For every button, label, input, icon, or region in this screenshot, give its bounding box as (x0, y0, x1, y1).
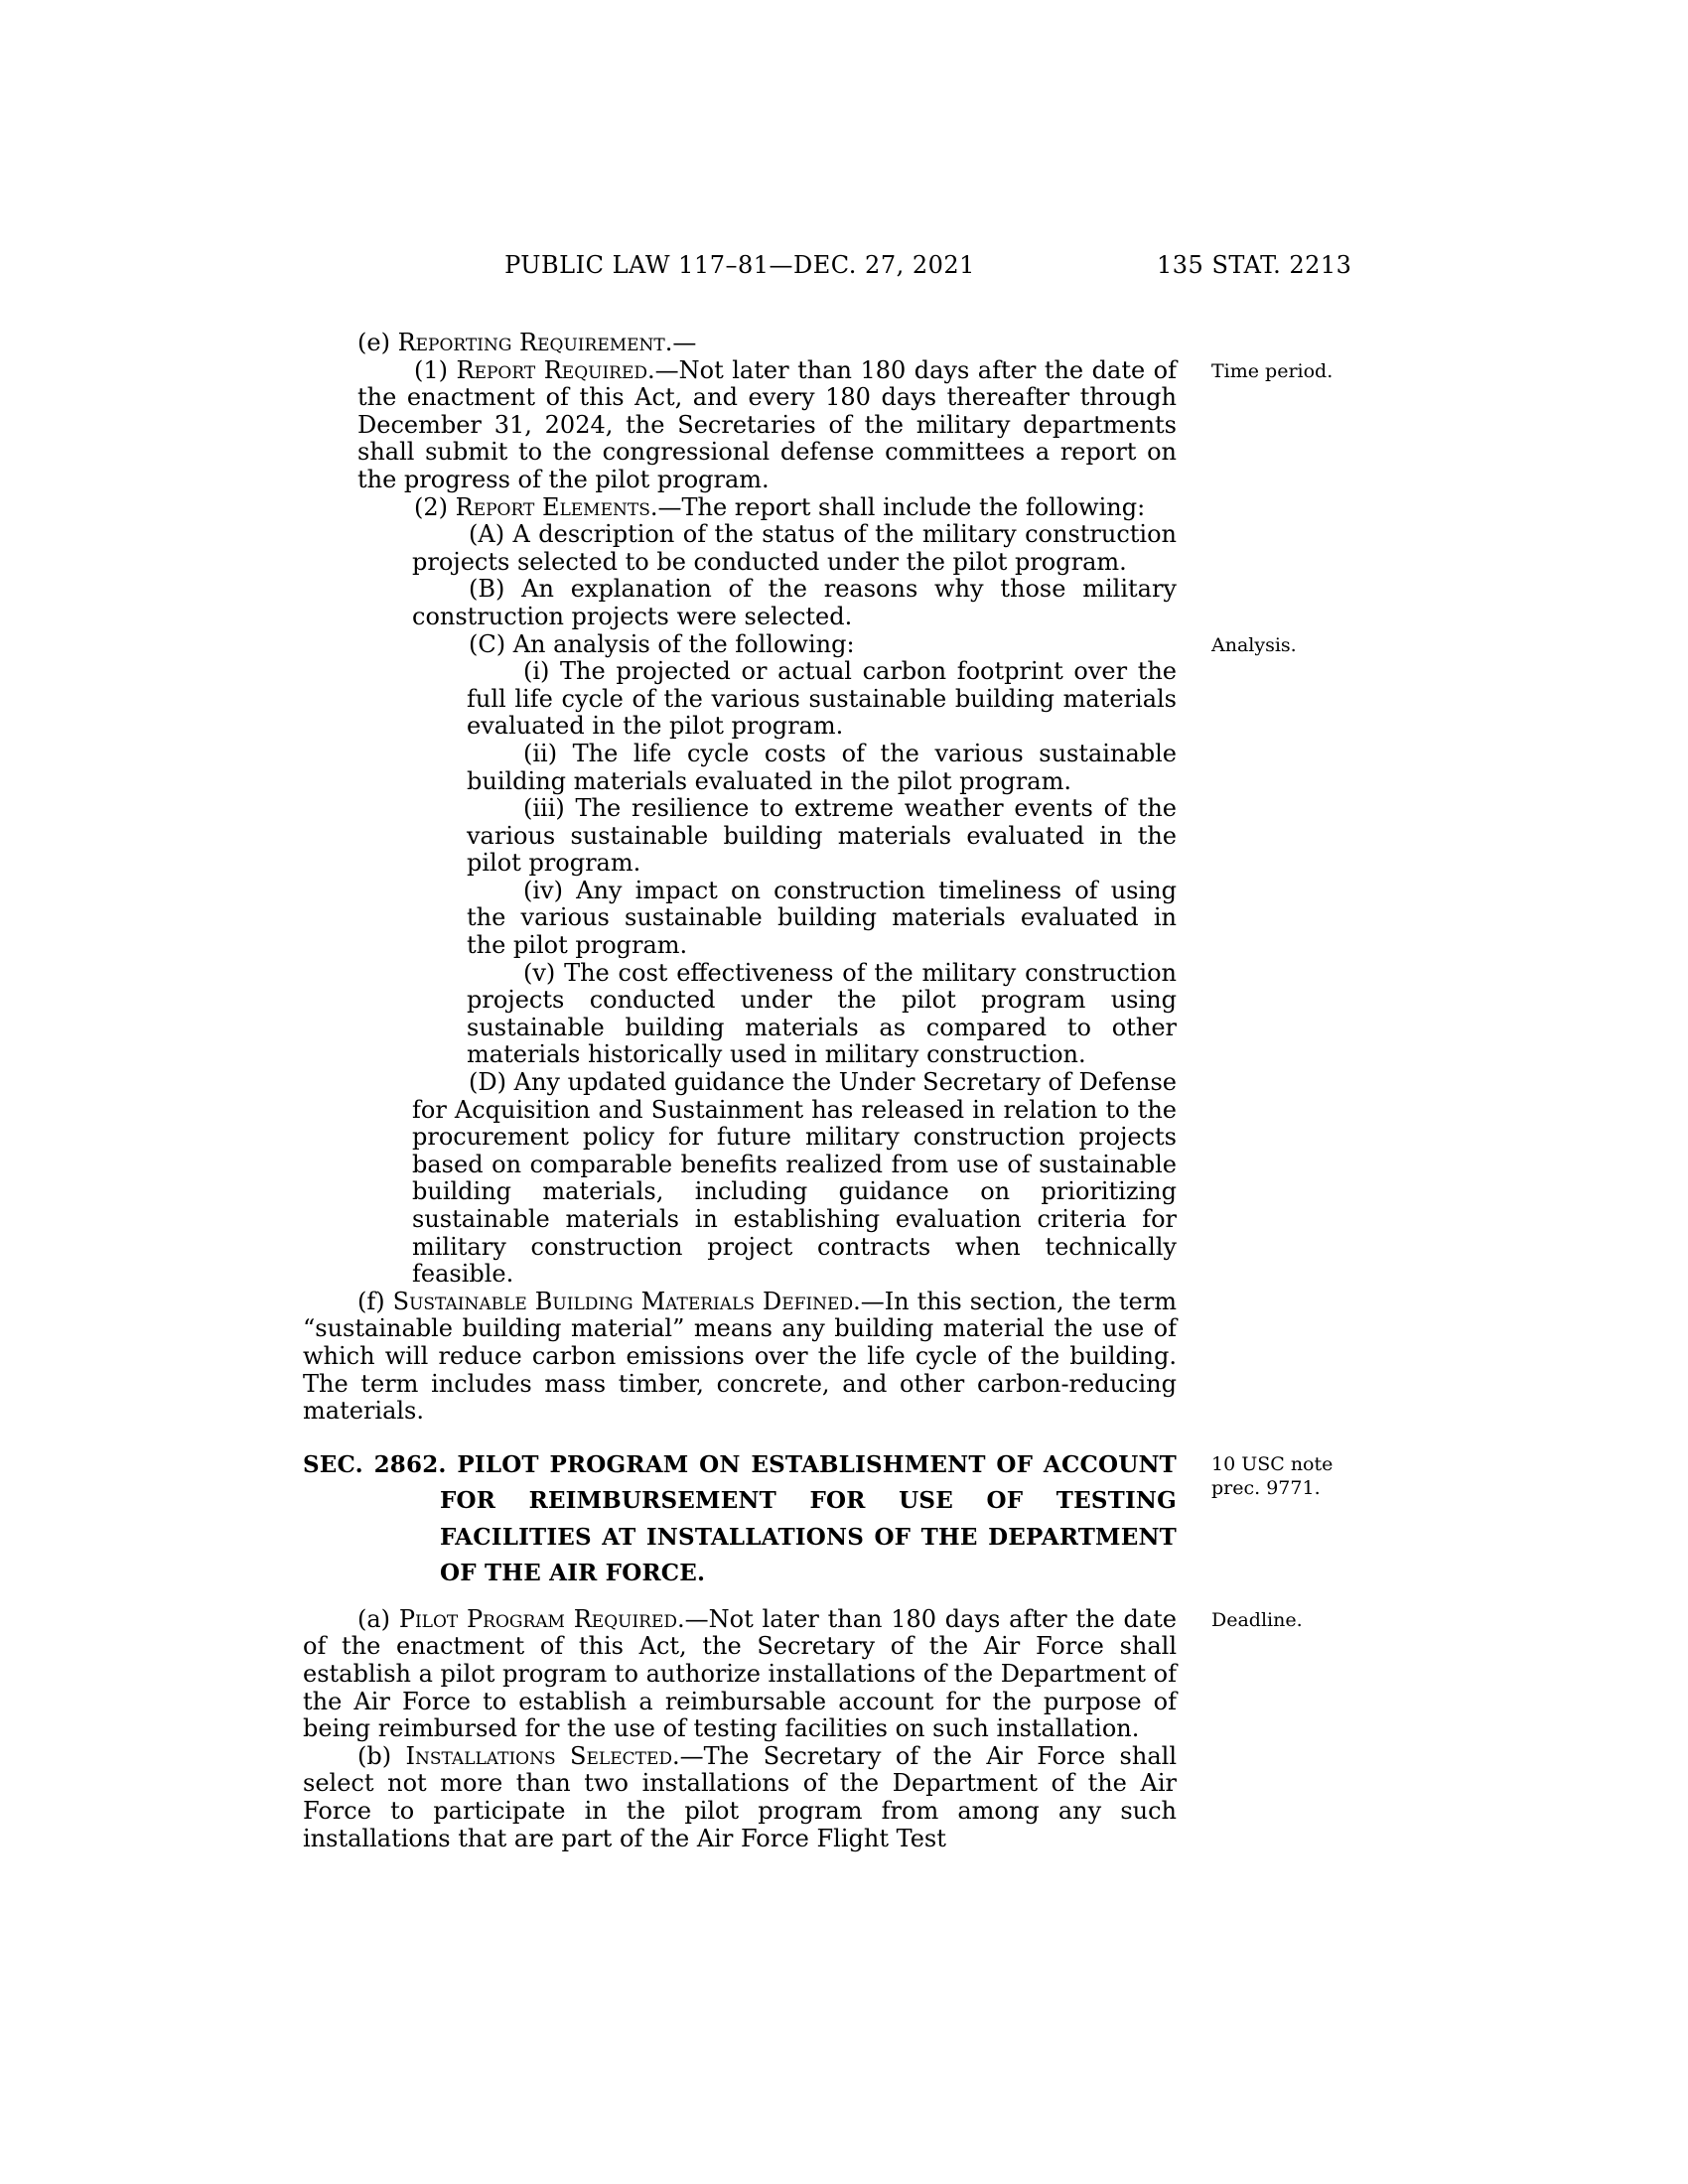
statute-paragraph-f (303, 1289, 1177, 1426)
statute-paragraph-b (303, 1743, 1177, 1852)
text-run: (A) A description of the status of the military construction projects selected to be conducted under the pilot program. (412, 520, 1177, 576)
text-run: (B) An explanation of the reasons why those military construction projects were selected. (412, 575, 1177, 630)
text-run: The Secretary of the Air Force shall select not more than two installations of the Department of the Air Force to participate in the pilot program from among any such installations that are part of the Air Force Flight Test (303, 1741, 1177, 1852)
statute-clause-iii (467, 795, 1177, 878)
law-title: PUBLIC LAW 117–81—DEC. 27, 2021 (504, 251, 975, 279)
text-run: Not later than 180 days after the date of the enactment of this Act, the Secretary of the Air Force shall establish a pilot program to authorize installations of the Department of the Air Force to establish a reimbursable account for the purpose of being reimbursed for the use of testing facilities on such installation. (303, 1604, 1177, 1743)
text-run: Not later than 180 days after the date of the enactment of this Act, and every 180 days thereafter through December 31, 2024, the Secretaries of the military departments shall submit to the congressional defense committees a report on the progress of the pilot program. (357, 355, 1178, 493)
text-run: (ii) The life cycle costs of the various sustainable building materials evaluated in the pilot program. (467, 739, 1177, 795)
text-run: (1) (414, 355, 457, 384)
statute-body (303, 329, 1334, 1852)
statute-clause-iv (467, 878, 1177, 960)
text-run: (iv) Any impact on construction timeliness of using the various sustainable building materials evaluated in the pilot program. (467, 876, 1177, 960)
statute-paragraph-e2D (412, 1069, 1177, 1289)
statute-paragraph-a (303, 1604, 1303, 1743)
text-run: Report Required.— (456, 355, 679, 384)
statute-paragraph-e (303, 330, 1177, 357)
statute-clause-i (467, 658, 1177, 741)
text-run: SEC. 2862. PILOT PROGRAM ON ESTABLISHMENT OF ACCOUNT FOR REIMBURSEMENT FOR USE OF TESTING FACILITIES AT INSTALLATIONS OF THE DEPARTMENT OF THE AIR FORCE. (303, 1450, 1177, 1587)
text-run: (v) The cost effectiveness of the military construction projects conducted under the pilot program using sustainable building materials as compared to other materials historically used in military construction. (467, 958, 1177, 1069)
text-run: (2) (414, 492, 456, 521)
page-header (303, 250, 1352, 282)
text-run: Report Elements.— (455, 492, 682, 521)
statute-paragraph-e2A (412, 521, 1177, 576)
text-run: Pilot Program Required.— (398, 1604, 709, 1633)
text-run: (b) (357, 1741, 406, 1770)
margin-note-analysis: Analysis. (1211, 633, 1297, 656)
statute-clause-ii (467, 741, 1177, 795)
statute-paragraph-e2B (412, 576, 1177, 630)
statute-paragraph-e2 (357, 494, 1177, 522)
text-run: (i) The projected or actual carbon footprint over the full life cycle of the various sustainable building materials evaluated in the pilot program. (467, 657, 1177, 741)
text-run: (a) (357, 1604, 399, 1633)
text-run: (f) (357, 1287, 393, 1315)
text-run: (iii) The resilience to extreme weather events of the various sustainable building materials evaluated in the pilot program. (467, 794, 1177, 878)
text-run: (e) (357, 329, 398, 356)
text-run: The report shall include the following: (681, 492, 1146, 521)
text-run: In this section, the term “sustainable building material” means any building material the use of which will reduce carbon emissions over the life cycle of the building. The term includes mass timber, concrete, and other carbon-reducing materials. (303, 1287, 1177, 1426)
text-run: Reporting Requirement.— (397, 329, 697, 356)
text-run: (C) An analysis of the following: (469, 629, 855, 658)
page-content (303, 250, 1352, 1852)
stat-number: 135 STAT. 2213 (1157, 251, 1352, 279)
margin-note-deadline: Deadline. (1211, 1608, 1303, 1631)
margin-note-usc-note: 10 USC note prec. 9771. (1211, 1452, 1334, 1499)
text-run: (D) Any updated guidance the Under Secretary of Defense for Acquisition and Sustainment has released in relation to the procurement policy for future military construction projects based on comparable benefits realized from use of sustainable building materials, including guidance on prioritizing sustainable materials in establishing evaluation criteria for military construction project contracts when technically feasible. (412, 1068, 1177, 1289)
statute-paragraph-e2C (412, 629, 1297, 659)
section-heading-2862 (303, 1447, 1334, 1592)
text-run: Sustainable Building Materials Defined.— (392, 1287, 885, 1315)
margin-note-time-period: Time period. (1211, 359, 1334, 382)
statute-paragraph-e1 (357, 355, 1334, 494)
text-run: Installations Selected.— (405, 1741, 704, 1770)
statute-clause-v (467, 960, 1177, 1069)
